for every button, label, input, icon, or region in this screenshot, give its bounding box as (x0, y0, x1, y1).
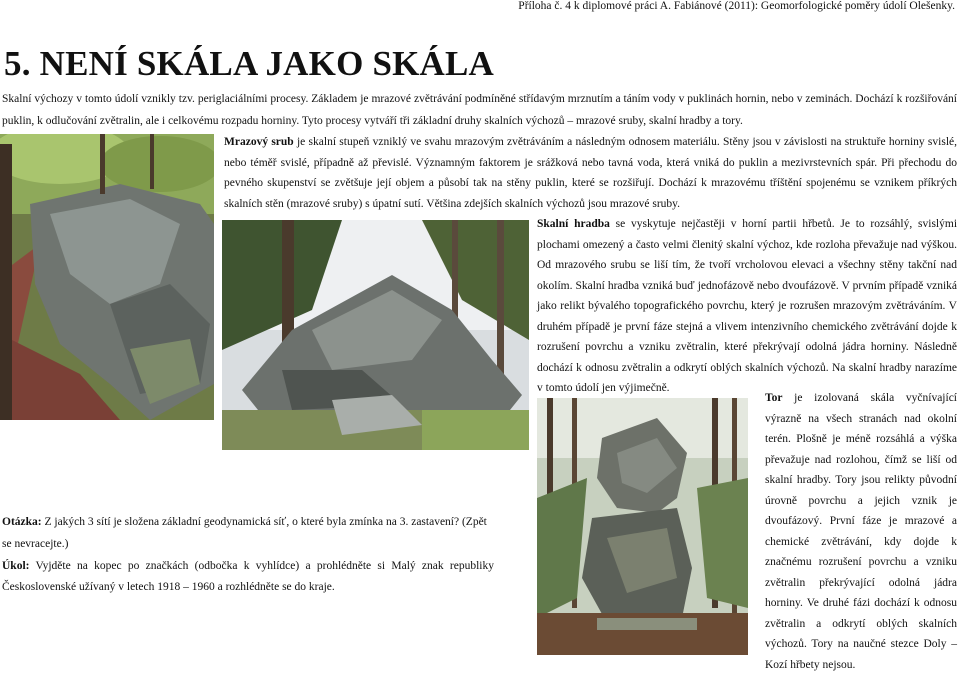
question-block (2, 511, 494, 555)
question-label: Otázka: (2, 516, 42, 528)
task-text: Vyjděte na kopec po značkách (odbočka k vyhlídce) a prohlédněte si Malý znak republiky Československé užívaný v letech 1918 – 1960 a rozhlédněte se do kraje. (2, 560, 494, 593)
task-label: Úkol: (2, 560, 30, 572)
term-rock-wall: Skalní hradba (537, 218, 610, 230)
section-rock-wall (537, 214, 957, 399)
term-frost-cliff: Mrazový srub (224, 136, 294, 148)
question-text: Z jakých 3 sítí je složena základní geodynamická síť, o které byla zmínka na 3. zastavení? (Zpět se nevracejte.) (2, 516, 487, 550)
intro-paragraph: Skalní výchozy v tomto údolí vznikly tzv. periglaciálními procesy. Základem je mrazové zvětrávání podmíněné střídavým mrznutím a táním vody v puklinách hornin, nebo v zeminách. Dochází k rozšiřování puklin, k odlučování zvětralin, ale i celkovému rozpadu horniny. Tyto procesy vytváří tři základní druhy skalních výchozů – mrazové sruby, skalní hradby a tory. (2, 93, 957, 127)
task-block (2, 556, 494, 597)
page-header-note: Příloha č. 4 k diplomové práci A. Fabiánové (2011): Geomorfologické poměry údolí Olešenky. (518, 0, 955, 12)
photo-frost-cliff (0, 134, 214, 420)
section-frost-cliff (224, 132, 957, 214)
text-rock-wall: se vyskytuje nejčastěji v horní partii hřbetů. Je to rozsáhlý, svislými plochami omezený a často velmi členitý skalní výchoz, kde rozloha převažuje nad výškou. Od mrazového srubu se liší tím, že tvoří vrcholovou elevaci a všechny stěny takční nad okolím. Skalní hradba vzniká buď jednofázově nebo dvoufázově. V prvním případě vzniká jako relikt bývalého topografického povrchu, který je rozrušen mrazovým zvětráváním. V druhém případě je první fáze stejná a vlivem intenzivního chemického zvětrávání dojde k rozrušení povrchu a vzniku zvětralin, které překrývají odolná jádra horniny. Následně dochází k odnosu zvětralin a odkrytí oblých skalních výchozů. Na skalní hradby narazíme v tomto údolí jen výjimečně. (537, 218, 958, 394)
photo-tor (537, 398, 748, 655)
text-frost-cliff: je skalní stupeň vzniklý ve svahu mrazovým zvětráváním a následným odnosem materiálu. Stěny jsou v závislosti na struktuře horniny svislé, nebo téměř svislé, případně až převislé. Významným faktorem je srážková nebo tavná voda, která vniká do puklin a mezivrstevních spár. Při přechodu do pevného skupenství se zvětšuje její objem a působí tak na stěny puklin, které se rozšiřují. Dochází k mrazovému tříštění spojenému se vznikem příkrých skalních stěn (mrazové sruby) s úpatní sutí. Většina zdejších skalních výchozů jsou mrazové sruby. (224, 136, 958, 210)
photo-rock-wall (222, 220, 529, 450)
page-title: 5. NENÍ SKÁLA JAKO SKÁLA (4, 44, 495, 83)
section-tor (765, 388, 957, 675)
text-tor: je izolovaná skála vyčnívající výrazně na všech stranách nad okolní terén. Plošně je méně rozsáhlá a výška převažuje nad rozlohou, čímž se liší od skalní hradby. Tory jsou relikty původní úrovně povrchu a jejich vznik je dvoufázový. První fáze je mrazové a chemické zvětrávání, kdy dojde k značnému rozrušení povrchu a vzniku zvětralin překrývající odolná jádra horniny. Ve druhé fázi dochází k odnosu zvětralin a odkrytí oblých skalních výchozů. Tory na naučné stezce Doly – Kozí hřbety nejsou. (765, 392, 957, 671)
term-tor: Tor (765, 392, 783, 404)
